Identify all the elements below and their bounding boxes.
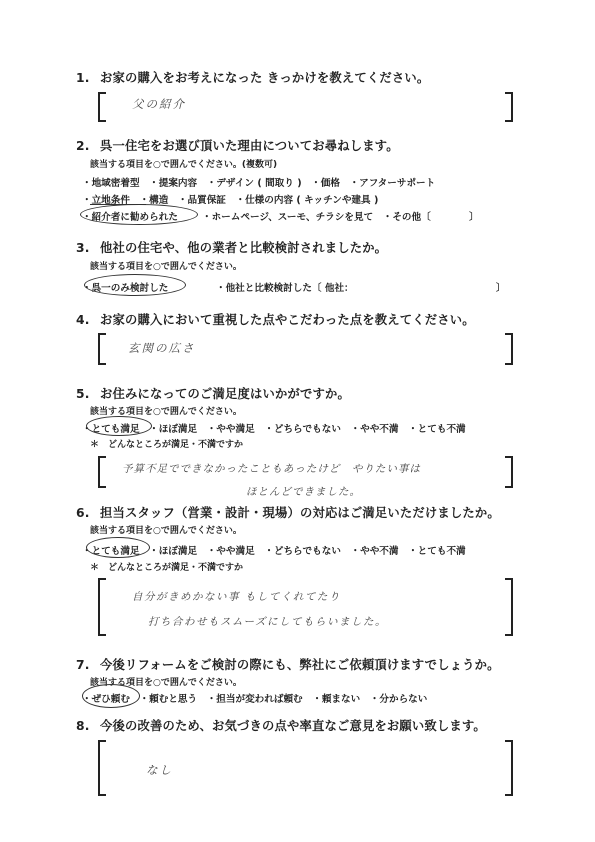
question-number: 1. (76, 71, 90, 85)
selection-circle (80, 204, 198, 225)
answer-box-left-bracket (98, 333, 106, 365)
handwritten-answer-line-2[interactable]: ほとんどできました。 (246, 486, 361, 498)
staff-satisfaction-options[interactable]: ・とても満足 ・ほぼ満足 ・やや満足 ・どちらでもない ・やや不満 ・とても不満 (82, 546, 466, 557)
answer-box-right-bracket (505, 92, 513, 122)
question-text: 今後の改善のため、お気づきの点や率直なご意見をお願い致します。 (100, 719, 486, 733)
answer-box-left-bracket (98, 92, 106, 122)
question-text: お家の購入をお考えになった きっかけを教えてください。 (100, 71, 430, 85)
bracket-close: 〕 (496, 283, 506, 294)
answer-box-left-bracket (98, 740, 106, 796)
answer-box-right-bracket (505, 456, 513, 488)
reform-options[interactable]: ・ぜひ頼む ・頼むと思う ・担当が変われば頼む ・頼まない ・分からない (82, 694, 428, 705)
satisfaction-options[interactable]: ・とても満足 ・ほぼ満足 ・やや満足 ・どちらでもない ・やや不満 ・とても不満 (82, 424, 466, 435)
question-number: 6. (76, 506, 90, 520)
selection-circle (82, 684, 140, 708)
selection-circle (86, 416, 152, 436)
question-1 (76, 68, 429, 86)
options-row-3[interactable]: ・ホームページ、スーモ、チラシを見て ・その他〔 〕 (202, 212, 479, 223)
answer-box-right-bracket (505, 333, 513, 365)
question-text: 担当スタッフ（営業・設計・現場）の対応はご満足いただけましたか。 (100, 506, 500, 520)
instruction: 該当する項目を○で囲んでください。 (90, 678, 242, 688)
question-text: お家の購入において重視した点やこだわった点を教えてください。 (100, 313, 475, 327)
question-number: 5. (76, 387, 90, 401)
question-number: 2. (76, 139, 90, 153)
handwritten-answer-line-1[interactable]: 予算不足でできなかったこともあったけど やりたい事は (122, 463, 421, 475)
question-number: 4. (76, 313, 90, 327)
question-4 (76, 310, 475, 328)
note: ＊ どんなところが満足・不満ですか (90, 563, 244, 573)
instruction: 該当する項目を○で囲んでください。 (90, 526, 242, 536)
handwritten-answer[interactable]: なし (146, 763, 173, 777)
note: ＊ どんなところが満足・不満ですか (90, 440, 244, 450)
answer-box-left-bracket (98, 456, 106, 488)
question-8 (76, 716, 486, 734)
handwritten-answer-line-2[interactable]: 打ち合わせもスムーズにしてもらいました。 (148, 616, 387, 628)
selection-circle (86, 537, 150, 558)
question-2 (76, 136, 399, 154)
handwritten-answer[interactable]: 玄関の広さ (128, 341, 196, 355)
question-5 (76, 384, 350, 402)
question-text: 今後リフォームをご検討の際にも、弊社にご依頼頂けますでしょうか。 (100, 658, 500, 672)
handwritten-answer-line-1[interactable]: 自分がきめかない事 もしてくれてたり (132, 591, 341, 603)
question-text: 他社の住宅や、他の業者と比較検討されましたか。 (100, 241, 388, 255)
option-only-kureichi[interactable]: ・呉一のみ検討した (82, 283, 169, 294)
instruction: 該当する項目を○で囲んでください。 (90, 262, 242, 272)
question-number: 8. (76, 719, 90, 733)
selection-circle (84, 274, 186, 296)
question-3 (76, 238, 387, 256)
handwritten-answer[interactable]: 父の紹介 (132, 97, 186, 111)
question-text: 呉一住宅をお選び頂いた理由についてお尋ねします。 (100, 139, 399, 153)
question-number: 3. (76, 241, 90, 255)
options-row-1[interactable]: ・地域密着型 ・提案内容 ・デザイン ( 間取り ) ・価格 ・アフターサポート (82, 178, 436, 189)
instruction: 該当する項目を○で囲んでください。(複数可) (90, 160, 278, 170)
option-compared[interactable]: ・他社と比較検討した〔 他社： (216, 283, 354, 294)
option-referral[interactable]: ・紹介者に勧められた (82, 212, 178, 223)
answer-box-right-bracket (505, 578, 513, 636)
answer-box-right-bracket (505, 740, 513, 796)
question-7 (76, 655, 500, 673)
question-text: お住みになってのご満足度はいかがですか。 (100, 387, 350, 401)
question-6 (76, 503, 500, 521)
question-number: 7. (76, 658, 90, 672)
options-row-2[interactable]: ・立地条件 ・構造 ・品質保証 ・仕様の内容 ( キッチンや建具 ) (82, 195, 379, 206)
instruction: 該当する項目を○で囲んでください。 (90, 407, 242, 417)
answer-box-left-bracket (98, 578, 106, 636)
